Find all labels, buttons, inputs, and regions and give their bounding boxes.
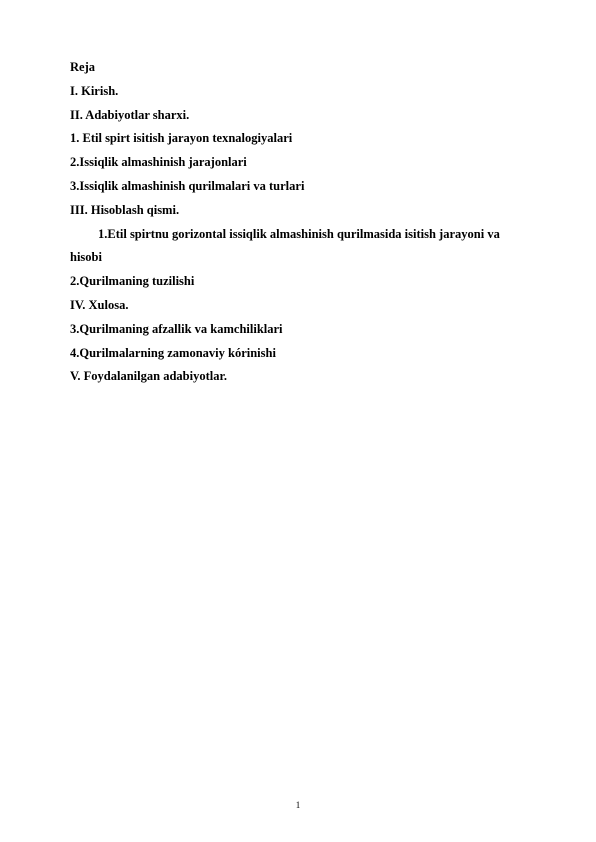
outline-title: Reja: [70, 60, 95, 74]
outline-item: 1. Etil spirt isitish jarayon texnalogiyalari: [70, 131, 293, 146]
outline-item: III. Hisoblash qismi.: [70, 202, 180, 217]
outline-subitem: 1.Etil spirtnu gorizontal issiqlik almashinish qurilmasida isitish jarayoni va: [98, 226, 500, 241]
outline-item: 3.Qurilmaning afzallik va kamchiliklari: [70, 321, 283, 336]
page-number: 1: [295, 800, 301, 810]
outline-item: 2.Issiqlik almashinish jarajonlari: [70, 155, 247, 170]
outline-item: I. Kirish.: [70, 83, 119, 98]
outline: [70, 56, 550, 389]
outline-subitem-continuation: hisobi: [70, 250, 102, 265]
outline-item: V. Foydalanilgan adabiyotlar.: [70, 369, 227, 384]
outline-item: 3.Issiqlik almashinish qurilmalari va turlari: [70, 178, 305, 193]
outline-item: 4.Qurilmalarning zamonaviy kórinishi: [70, 345, 276, 360]
outline-item: II. Adabiyotlar sharxi.: [70, 107, 190, 122]
outline-item: 2.Qurilmaning tuzilishi: [70, 274, 195, 289]
outline-item: IV. Xulosa.: [70, 297, 129, 312]
